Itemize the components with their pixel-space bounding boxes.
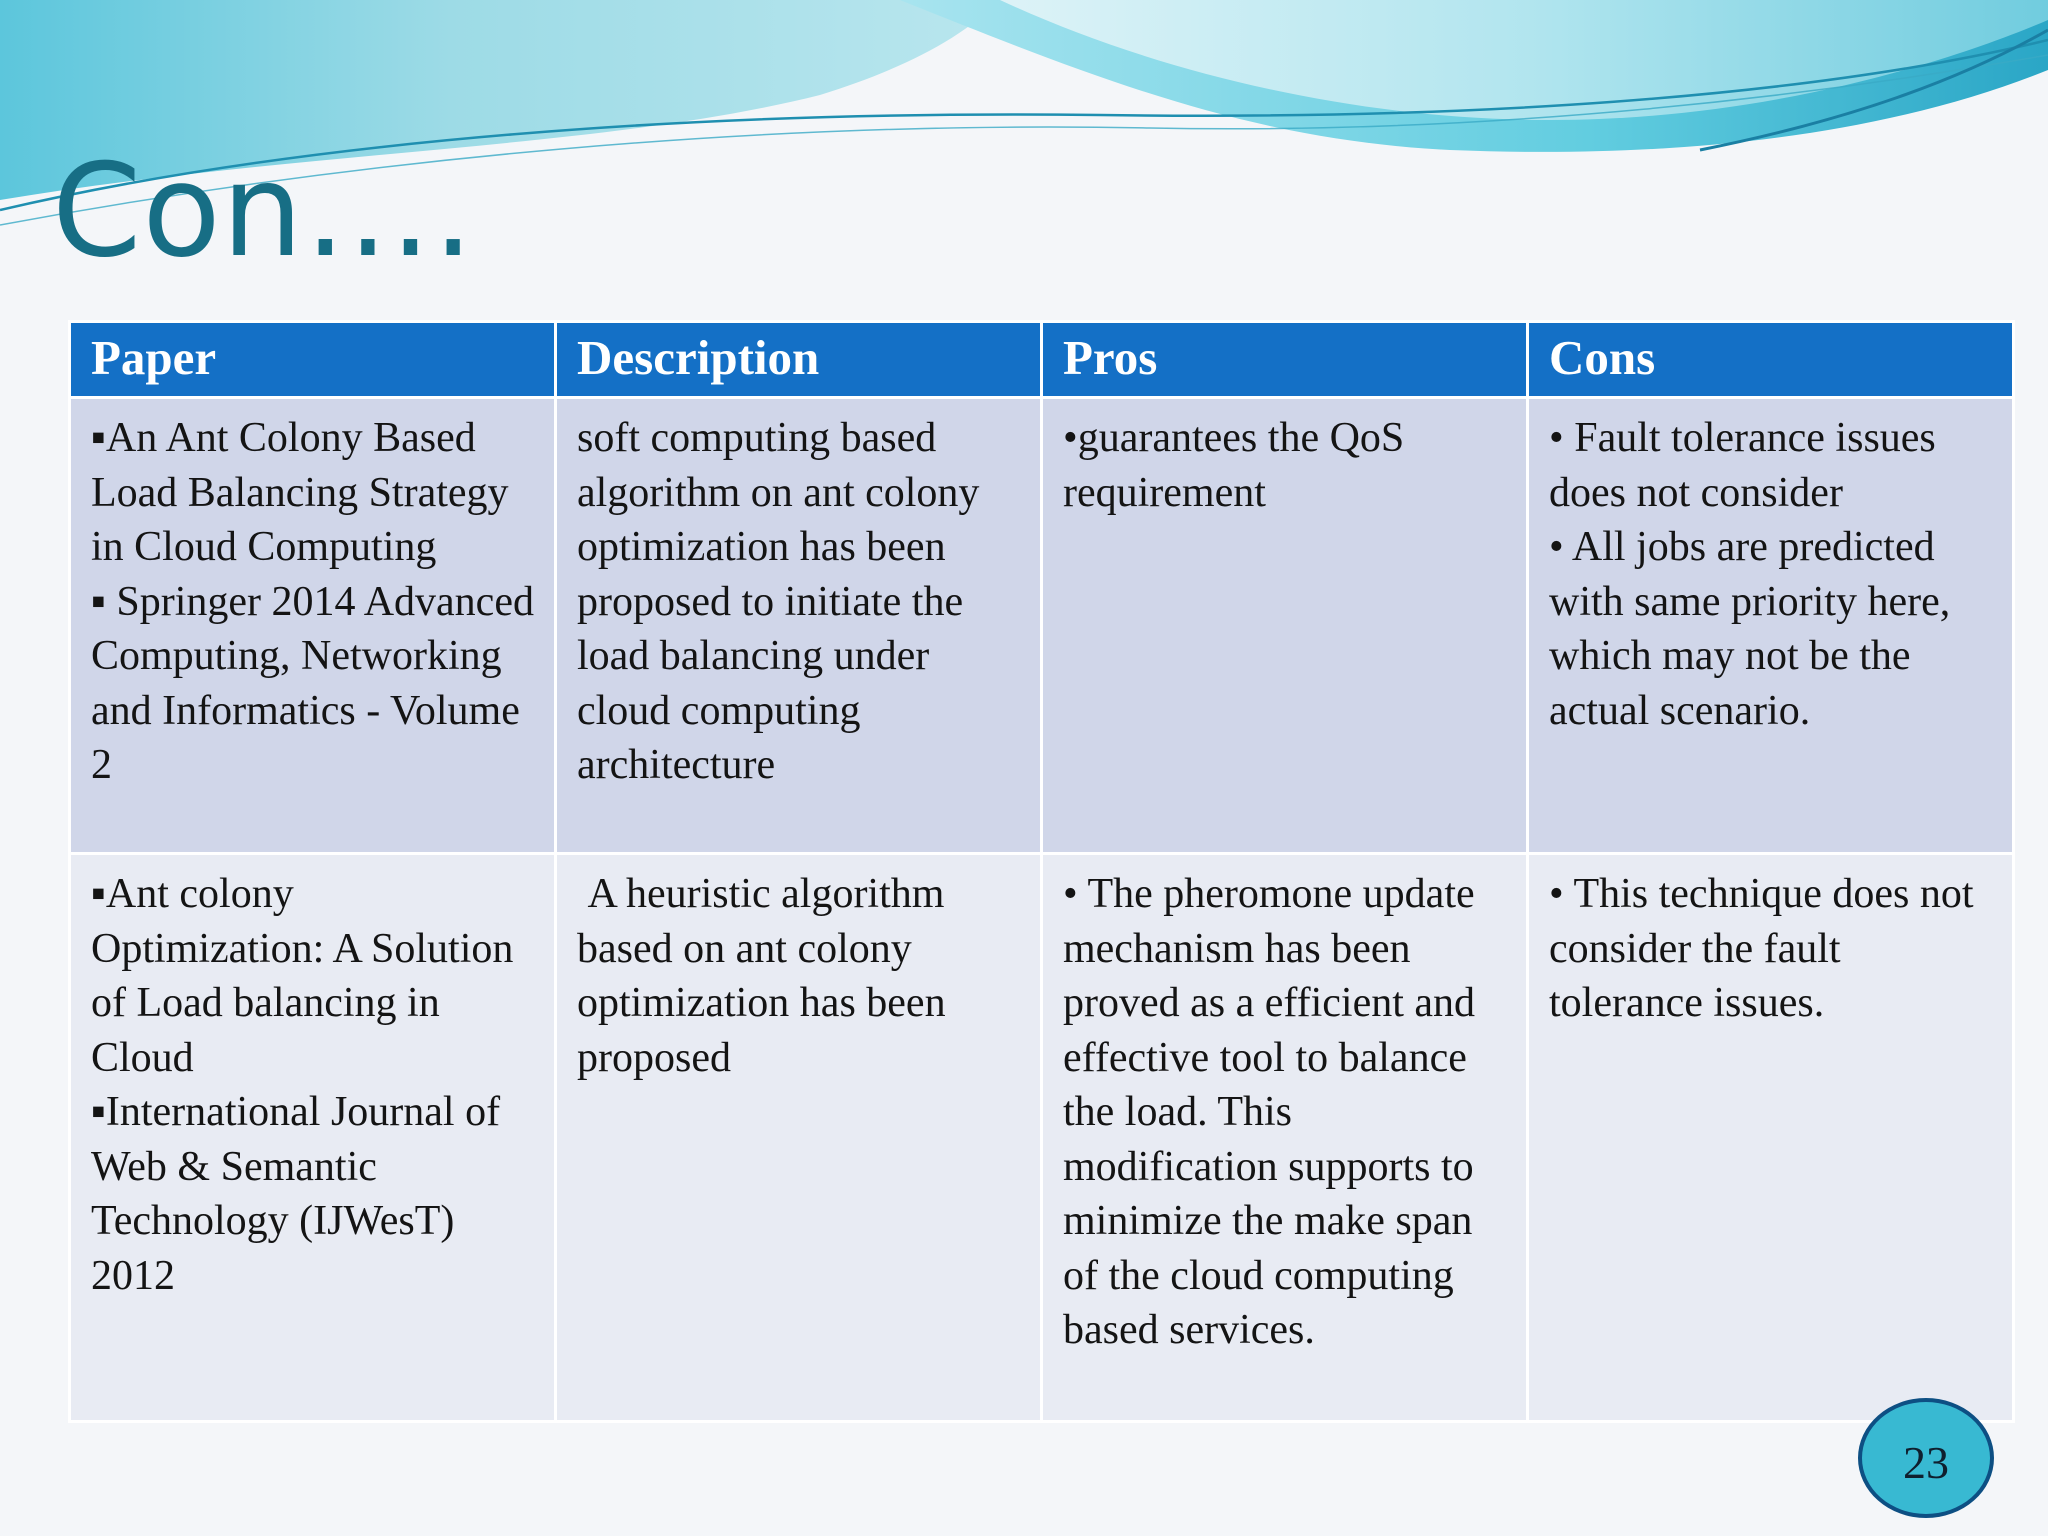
table-body — [70, 398, 2014, 1422]
paper-source: ▪ Springer 2014 Advanced Computing, Networking and Informatics - Volume 2 — [91, 578, 534, 788]
table-row — [70, 398, 2014, 854]
paper-cell — [70, 398, 556, 854]
cons-item: • All jobs are predicted with same priority here, which may not be the actual scenario. — [1549, 524, 1951, 734]
cons-cell — [1528, 398, 2014, 854]
description-cell — [556, 398, 1042, 854]
paper-title: ▪An Ant Colony Based Load Balancing Strategy in Cloud Computing — [91, 415, 509, 570]
comparison-table — [68, 320, 2015, 1423]
cons-item: • Fault tolerance issues does not consider — [1549, 415, 1936, 516]
slide-title: Con…. — [52, 137, 475, 286]
table-header — [70, 322, 2014, 398]
pros-cell — [1042, 854, 1528, 1422]
header-pros: Pros — [1042, 322, 1528, 398]
paper-cell — [70, 854, 556, 1422]
cons-item: • This technique does not consider the fault tolerance issues. — [1549, 871, 1974, 1026]
cons-cell — [1528, 854, 2014, 1422]
header-row — [70, 322, 2014, 398]
header-cons: Cons — [1528, 322, 2014, 398]
page-number: 23 — [1903, 1436, 1949, 1488]
paper-source: ▪International Journal of Web & Semantic Technology (IJWesT) 2012 — [91, 1089, 501, 1299]
header-paper: Paper — [70, 322, 556, 398]
description-text: A heuristic algorithm based on ant colony optimization has been proposed — [577, 871, 957, 1081]
table-row — [70, 854, 2014, 1422]
header-description: Description — [556, 322, 1042, 398]
pros-item: • The pheromone update mechanism has been proved as a efficient and effective tool to balance the load. This modification supports to minimize the make span of the cloud computing based services. — [1063, 871, 1476, 1353]
pros-cell — [1042, 398, 1528, 854]
paper-title: ▪Ant colony Optimization: A Solution of Load balancing in Cloud — [91, 871, 514, 1081]
description-cell — [556, 854, 1042, 1422]
pros-item: •guarantees the QoS requirement — [1063, 415, 1405, 516]
description-text: soft computing based algorithm on ant colony optimization has been proposed to initiate the load balancing under cloud computing architecture — [577, 415, 980, 788]
page-number-badge — [1858, 1398, 1994, 1518]
